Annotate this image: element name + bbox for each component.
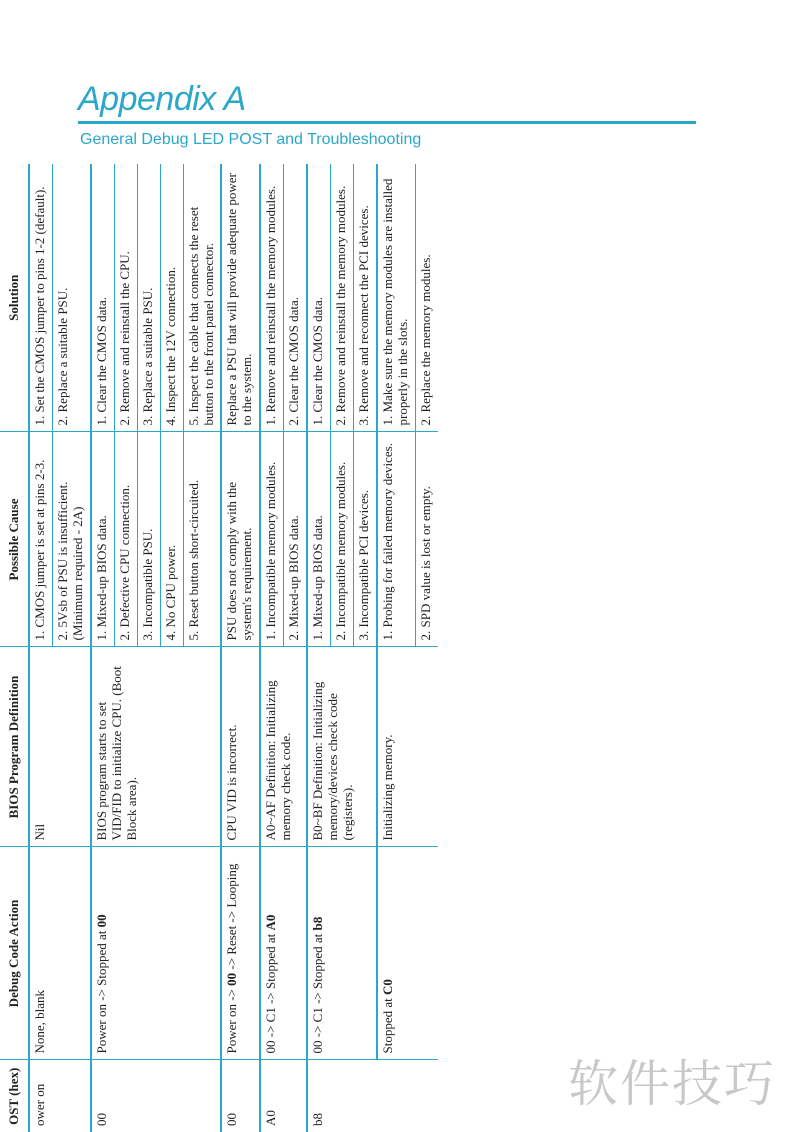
action-code: 00 xyxy=(224,972,240,986)
action-text: 00 -> C1 -> Stopped at xyxy=(263,930,279,1054)
cell-cause: 2. 5Vsb of PSU is insufficient. (Minimum required - 2A) xyxy=(52,432,90,647)
cell-solution: 2. Clear the CMOS data. xyxy=(284,164,307,432)
cell-bios: A0~AF Definition: Initializing memory check code. xyxy=(260,647,307,847)
cell-solution: 2. Remove and reinstall the CPU. xyxy=(114,164,137,432)
action-text: Power on -> Stopped at xyxy=(93,927,109,1054)
action-code: 00 xyxy=(93,914,109,928)
cell-cause: 2. SPD value is lost or empty. xyxy=(415,432,437,647)
cell-cause: 5. Reset button short-circuited. xyxy=(183,432,221,647)
cell-cause: PSU does not comply with the system's requirement. xyxy=(221,432,260,647)
cell-post: 00 xyxy=(221,1060,260,1132)
cell-solution: 3. Replace a suitable PSU. xyxy=(137,164,160,432)
cell-solution: Replace a PSU that will provide adequate power to the system. xyxy=(221,164,260,432)
action-text: 00 -> C1 -> Stopped at xyxy=(310,930,326,1054)
cell-cause: 1. Incompatible memory modules. xyxy=(260,432,283,647)
cell-bios: B0~BF Definition: Initializing memory/devices check code (registers). xyxy=(307,647,377,847)
col-header-post: OST (hex) xyxy=(0,1060,29,1132)
cell-solution: 2. Replace the memory modules. xyxy=(415,164,437,432)
cell-action xyxy=(221,847,260,1060)
cell-solution: 1. Clear the CMOS data. xyxy=(307,164,330,432)
action-text: Power on -> xyxy=(224,985,240,1054)
action-code: b8 xyxy=(310,916,326,931)
table-row xyxy=(307,164,330,1132)
cell-cause: 2. Incompatible memory modules. xyxy=(331,432,354,647)
page-title: Appendix A xyxy=(78,80,246,118)
cell-solution: 1. Clear the CMOS data. xyxy=(91,164,114,432)
cell-cause: 2. Defective CPU connection. xyxy=(114,432,137,647)
cell-cause: 1. Probing for failed memory devices. xyxy=(377,432,415,647)
cell-cause: 1. CMOS jumper is set at pins 2-3. xyxy=(29,432,52,647)
col-header-cause: Possible Cause xyxy=(0,432,29,647)
cell-action xyxy=(91,847,222,1060)
table-row xyxy=(221,164,260,1132)
action-text: Stopped at xyxy=(380,995,395,1054)
cell-cause: 4. No CPU power. xyxy=(160,432,183,647)
page-subtitle: General Debug LED POST and Troubleshooting xyxy=(80,131,422,148)
cell-cause: 2. Mixed-up BIOS data. xyxy=(284,432,307,647)
cell-action: None, blank xyxy=(29,847,91,1060)
cell-solution: 1. Set the CMOS jumper to pins 1-2 (default). xyxy=(29,164,52,432)
cell-cause: 1. Mixed-up BIOS data. xyxy=(91,432,114,647)
cell-solution: 4. Inspect the 12V connection. xyxy=(160,164,183,432)
debug-led-table xyxy=(0,164,438,1132)
watermark-text: 软件技巧 xyxy=(568,1055,776,1113)
cell-bios: CPU VID is incorrect. xyxy=(221,647,260,847)
action-code: A0 xyxy=(263,914,279,931)
rotated-table-container xyxy=(0,164,660,1132)
cell-bios: BIOS program starts to set VID/FID to initialize CPU. (Boot Block area). xyxy=(91,647,222,847)
cell-cause: 3. Incompatible PCI devices. xyxy=(354,432,377,647)
cell-post: ower on xyxy=(32,1083,47,1126)
col-header-solution: Solution xyxy=(0,164,29,432)
cell-post: 00 xyxy=(91,1060,222,1132)
table-row xyxy=(260,164,283,1132)
cell-solution: 2. Replace a suitable PSU. xyxy=(52,164,90,432)
cell-solution: 3. Remove and reconnect the PCI devices. xyxy=(354,164,377,432)
cell-action xyxy=(260,847,307,1060)
table-row xyxy=(377,164,415,1132)
table-row xyxy=(91,164,114,1132)
title-rule xyxy=(78,121,696,124)
cell-action xyxy=(307,847,377,1060)
col-header-bios: BIOS Program Definition xyxy=(0,647,29,847)
table-header-row xyxy=(0,164,29,1132)
cell-post: b8 xyxy=(307,1060,377,1132)
cell-action xyxy=(377,847,438,1060)
cell-solution: 1. Remove and reinstall the memory modules. xyxy=(260,164,283,432)
action-code: C0 xyxy=(380,979,395,995)
cell-solution: 1. Make sure the memory modules are installed properly in the slots. xyxy=(377,164,415,432)
cell-bios: Initializing memory. xyxy=(377,647,438,847)
action-suffix: -> Reset -> Looping xyxy=(224,863,240,973)
cell-solution: 2. Remove and reinstall the memory modules. xyxy=(331,164,354,432)
cell-solution: 5. Inspect the cable that connects the reset button to the front panel connector. xyxy=(183,164,221,432)
cell-bios: Nil xyxy=(29,647,91,847)
cell-post xyxy=(377,1060,438,1132)
cell-post: A0 xyxy=(260,1060,307,1132)
cell-cause: 1. Mixed-up BIOS data. xyxy=(307,432,330,647)
cell-cause: 3. Incompatible PSU. xyxy=(137,432,160,647)
table-row xyxy=(29,164,52,1132)
col-header-action: Debug Code Action xyxy=(0,847,29,1060)
